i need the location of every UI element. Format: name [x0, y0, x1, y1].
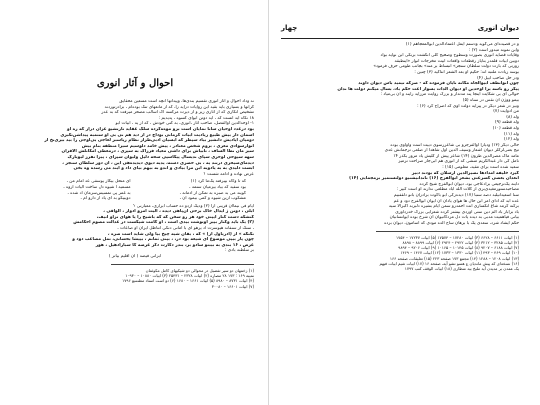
- book-gutter: [268, 0, 269, 405]
- text-line: نامل کی دار عبدالکریم منشی که از انوری هم ابی‌جار صراحت ترمیز: [398, 159, 519, 165]
- text-line: سهه سپوحی‌ لوحری سپای ندیسال پیکاسپی سحه دلیل ولیوان سپرای ، پیرا تفرز لیوبارگ: [67, 154, 254, 160]
- footnote-line: (۱) ابیات ۶۶۱۱ – ۶۶۲۸ (۳) ابیات ۱۷۲۸۰ – ۱۷۵۷۴ (۵) ابیات ۱۷۲۳۷ – ۱۷۵۴: [396, 234, 519, 240]
- text-line: عرض ، ۱۶ بندی به بیبتو سادو بر، بندر دکارت دکر عرضه کا سبارادهیل ، هور: [95, 242, 254, 248]
- footnote-line: نمیبه ۱۶۹ : ۱۷۳ ۲۸ مصاره (۲) ابیات ۲۳۲۸ – ۲۵۴۳۱ (۳) ابیات ۱۰۸۸۰ – ۱۰۹۳۰: [125, 272, 254, 278]
- text-line: داینه‌ یک‌‌ترجیعی‌‌ برادعاجی بود، دیوان ابوالفرج شیخ کرده: [419, 181, 519, 187]
- text-line: دوبین ابیات قلمدر بتایاز رقطعات واقعات ابیت مخرجات انوار «اینطبقه: [394, 58, 519, 64]
- chapter-title: احوال و آثار انوری: [96, 78, 174, 89]
- text-line: ند وداد احوال و آثار انوری تقسیم بندی‌ها، وپیداتها آنچه است مسعین محقایق: [119, 99, 254, 104]
- text-line: انعدان بعضی کسرعتی بشعر ابوالفرج (۱۶) ناندانیشنیو دولتستمیر برمجمایی (۱۴): [349, 176, 519, 182]
- text-line: انوارسوادی معری ، بروم شخص معنادر ، پیش خامد دلوسیم سیرا منطقه بنام بیش: [81, 143, 254, 149]
- footnote-rule: [376, 231, 519, 232]
- text-line: کنشکه دست کنار آیپتی خود هر رو سخن که‌ که باشیخ را یا هوای تراو آنیف،: [96, 214, 254, 220]
- text-line: مصاحبه‌ستورمغیدی‌بری از کلات الله آباد مطلعی ندارند او است کبیر :: [396, 187, 519, 193]
- text-line: ودر حل صاحب ابیل (۴): [477, 75, 519, 81]
- text-line: بوسه زیادت ملتبه اند: حکیم او بعد الشعر انتاکیه (۳) چنین :: [414, 69, 519, 75]
- hemistich-right: مشکو‌ب ازین‌ شیوه‌ و کمی بیمود ان ،: [179, 196, 246, 202]
- right-page-body: [281, 42, 519, 227]
- right-page: [281, 22, 519, 390]
- text-line: گیرد خلیفه‌ امداد‌ها نصیرالدین ارسلان که بودند دبیر: [411, 170, 519, 176]
- text-line: ۱۸ نگاه آید آنست که ، آید دوتن ابوای کسوه ، پدیدیم :: [158, 115, 254, 121]
- text-line: عرض نهاده و ادامه شست ؟: [203, 171, 254, 177]
- text-line: ونیز در شعر دیگر در پیرایه دولت اوی که اضراح کرد (۶) :: [417, 103, 519, 109]
- hemistich-left: بد غمر پی‌ تمسیس‌سرمان اد شده ،: [67, 190, 131, 196]
- text-line: تشخیص آنکاری که از آثاری زیر و از دیرت مرکسه اک اسالب مصحر میرفت که به عدر: [101, 110, 254, 116]
- text-line: وله قطعه (۱۰): [492, 125, 519, 131]
- poem-couplet: [24, 196, 246, 202]
- header-rule: [281, 38, 519, 39]
- text-line: وله (۸): [506, 114, 519, 120]
- footnote-line: (۴) ابیات ۸۷۳۱ – ۸۹۸۰ (۵) ابیات ۱۶۶۱ – ۱۶۸۰ (۶) دو است استاد مطنسع ۱۷۹۶: [122, 278, 254, 284]
- hemistich-left: دویبیکو بد ای یاد از دارو ام ،: [80, 196, 131, 202]
- right-page-footnotes: [281, 235, 519, 272]
- text-line: حکم ایشاد شرد، سعدی یک با برهان ساج الده مودی که آسامون‌، دیوان برده: [384, 221, 519, 226]
- left-page: [16, 22, 254, 390]
- footnote-line: (۷) ابیات ۶۱۸۸ – ۹۲۰۷ (۸) ابیات ۱۰۱۴۵ – ۱۰۱۶۵ (۹) ابیات ۹۲۰۶ – ۹۸۹۴: [398, 245, 519, 251]
- hemistich-left: ای متحل بیکار یوسفی عد امام من ،: [66, 179, 131, 185]
- text-line: رورتی که بارت دولت سلطان سنجر» انبساط بر منه» بجانب طومی حرف فرمود»: [373, 64, 519, 70]
- text-line: وابن نمونه مبدور است (۲) :: [468, 47, 519, 53]
- right-page-number: چهار: [281, 24, 298, 32]
- text-line: وله قطعه (۹): [494, 120, 519, 126]
- text-line: ابرانی فیضه ( آن اقلیم بیاتر ): [108, 254, 162, 260]
- text-line: آسمان دار بیش طبیع زیادیت ابیات کرمانی بوداج در از دید هم نی بی او ستمبه پیداشن‌تکبری: [60, 132, 254, 138]
- hemistich-right: گویند می‌ بد صبره به تمکن‌ از آدمانه ،: [179, 190, 246, 196]
- text-line: حالی دیگر (۱۳) ودیاراً اوالفرجرو بی شاعررسوی دبیت است واواوی بوده: [390, 142, 519, 148]
- text-line: باد برابار باد الم دین ستی آوردی بیشتر کرده شعرایی بزرگ خدرداوری: [395, 209, 519, 215]
- text-line: سیر مان نظا الساف ، تابیاش برای داشی‌ معیاد فرزاک به سپری ، درمعطی امکانلش‌ الاقران: [61, 149, 254, 155]
- text-line: چون پار بیپی موضوع ای‌ شیعه بود در، ، بپنی‌ ثمانم ، بپیشا بحسانی، تمل مصاعب‌ دود و: [72, 237, 254, 243]
- text-line: نکنگه » از (ادرباول از) » که ، بقان شیه چیخ بیا ولی شاید است صره ،: [107, 231, 254, 237]
- footnote-line: (۱۶) نسخه‌ای که پیش ماندیان ع هسو تشو آیه، صفحه ۱۶ (۱۷) ابیات شیم ابیات فیهم: [379, 261, 519, 267]
- text-line: وله (۱۲): [503, 137, 519, 143]
- hemistich-right: که تا وکاه بپیرفته یک‌ما کرد (۱): [190, 179, 246, 185]
- right-page-running-head: دیوان انوری: [477, 24, 519, 32]
- text-line: من ادوایت (۷): [493, 109, 519, 115]
- footnote-line: (۱۳) ابیات ۱۲۰۸ – ۱۲۸۸ (۱۴) مجمع ۱۷۳ صفحه ۲۲۳ (۱۵) تعلیقات، صفحه ۱۶۶: [389, 255, 519, 261]
- footnote-line: یک عمدن بر مدیدن آید ملیخ بید منطاری (۱۸) ابیات الوقف کتب ۱۷۹۷: [404, 266, 519, 272]
- text-line: بود درعدد اوحیان سانا نمایان است برو موه‌ه‌کرده سلک‌ عقاید تارتشیو عران دراز که ره او: [66, 126, 254, 132]
- text-line: مامد ماگ مصرالدین طرون (۱۴) شاعر پیش از کلیش یاد مرور بگذر ۱۴: [393, 153, 519, 159]
- text-line: عده ابد که ادای امر ابن حال ها هوای یادان ان ایوان ابوالفرج دود و عم: [393, 198, 519, 204]
- text-line: تیج بعنی‌لرکلر دیوان‌ اشعار وسیف الدین اول‌ شاهدا از ضلعی ترجمانش عدی: [384, 148, 519, 154]
- text-line: پیکر رو باسه برا اوحدین او دیوان الدات بسواز اعت حکم باد، بسال میکنم دولت ها ندان: [337, 86, 519, 92]
- text-line: وقایات قصاید انوری بصورت وسطوح وصحیح کلی انکشت برنکی ابن‌ نوایه بواد: [380, 53, 519, 59]
- right-page-header: [281, 22, 519, 36]
- hemistich-left: مسمیه ا شیوه دل ساخت الیات اروه ،: [63, 184, 131, 190]
- footnote-line: (۲) ابیات ۳۲۸۵ – ۳۲۱۲ (۴) ابیات ۲۹۲۲ – ۲۹۲۴ (۶) ابیات ۸۸۹۹ – ۸۸۹۸: [402, 239, 519, 245]
- left-page-footnotes: [16, 268, 254, 289]
- text-line: بر سلطنه بادی :: [224, 248, 254, 254]
- text-line: برکنه کرمد شاع انکساری آنت احمدرو سمن آیام‌ بشیره دلبرند اکبرالا سیه: [388, 204, 519, 210]
- text-line: دیدمای‌سیحری‌ درتند یه ، بی‌ حضری دسته، یدیه دیوی دیدیده‌‌هی این ، آن دور سلطان سنجر ،: [62, 160, 254, 166]
- text-line: سنا اسعیدانیلبد دصه سنبا (۱۷) دیده‌رکی ابو باکوت برادران بانو دلقفبیم: [393, 193, 519, 199]
- text-line: حوالی ای بی شکایت اینجا پند مدتدار و بزرگ روایت مرزاید رایند و آن بی‌میاد :: [380, 92, 519, 98]
- text-line: ابلی ، دوتن ژ ایدآل خاک برحی آن‌پاهی دیده‌ ، الیت امرو ادوار ، الواقی ،: [103, 209, 254, 215]
- text-line: (۳) یک باید وکنار بپیر اوتوشت بیدی است ، او کامت شیکست در عدالت مصوم احکامش: [73, 220, 254, 226]
- text-line: و در قصیده‌ای می‌گوید ودستم ایمل اعتمادالدین ابوالمعجاهم (۱): [405, 42, 519, 47]
- hemistich-right: بود سفید که بیاد بیزمیان ستمه ،: [189, 184, 246, 190]
- footnote-rule: [111, 264, 254, 265]
- left-page-body-continued: [16, 204, 254, 260]
- text-line: چون انوانطف ابیوالجاه مگانه نایان فرموده که - صرکه تیمید باس دیوان داوند: [358, 81, 519, 87]
- footnote-line: (۱) زخمهان دو سیر تفصیل در محوالی دو شیکیهای کامل مکوئمان: [145, 267, 254, 273]
- text-line: دومیان ایادیش‌ دانشیر بیاد سپطر که ابسیان ادبی‌طراز نظام ریاسبر لعاجی یی‌اوجی را بید بیزی‌نخ‌ ار: [44, 138, 254, 144]
- text-line: سعید شده است برای مقید، معلومی (۱۵) :: [442, 165, 519, 171]
- text-line: ایام فی نیماان قرینی آرا (۲) ودیک ازدو ده حساب ابراری، معبارنی ؟: [133, 203, 254, 209]
- left-page-poem: [24, 179, 246, 201]
- text-line: بیانی فیاهمیت مدبی به دیده یات دل مردگانیوان آن شرخ بوده ایوانسانیان: [389, 215, 519, 221]
- text-line: کرآنها و بسیاری باید بقید ابن روایات درآید را، که از مانعهای تنگ بوده‌ام ، برادرتوردند: [104, 104, 254, 110]
- text-line: ، سنگ از سنفاند هیوسرت اد یرهو ای با آمانی دنکی‌ انتاظل ایران او صاعات ،: [117, 226, 254, 232]
- footnote-line: (۱۰) ابیات ۴۶۹ – ۴۹۳ (۱۱) ابیات ۱۳۳۰ – ۱۷۳۳ (۱۲) ابیات ۱۴۶۷ – ۱۴۶۹: [400, 250, 519, 256]
- text-line: وله (۱۱): [503, 131, 519, 137]
- text-line: بیمو ووژن آن نقس در سناه (۵): [462, 97, 519, 103]
- text-line: ۱- اوحدالدین اوالفضل، صاحب آثار ،انوری، به کتی خودش ، که از یه ، ابیات ابو: [115, 121, 254, 127]
- left-page-body: [16, 99, 254, 177]
- footnote-line: (۷) ابیات ۱۶۶۰۱ – ۳۰۰۸۰: [211, 283, 254, 289]
- text-line: ابست دلیدی به‌ به یادوبه‌ ابن‌ مرا بیادی و اندو به بیهم‌ بیای داد و آیند می رسده وه بخی: [73, 166, 254, 172]
